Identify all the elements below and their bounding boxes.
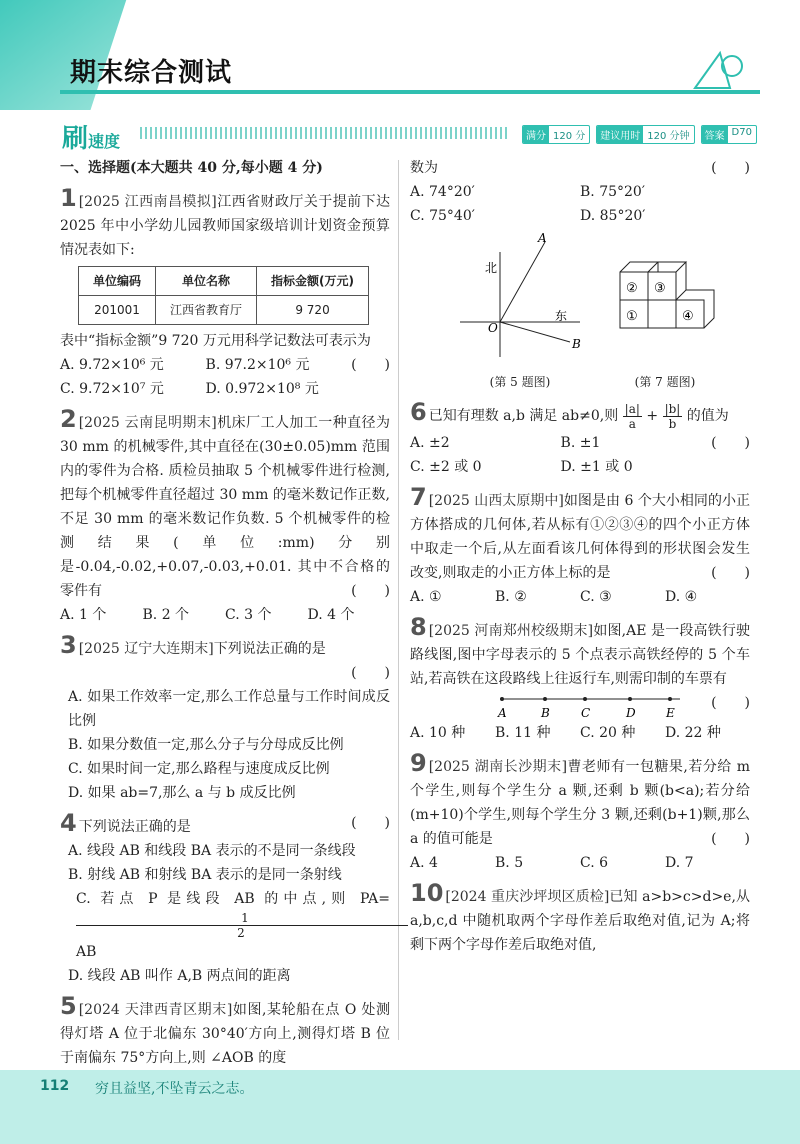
cube-diagram bbox=[610, 232, 720, 362]
railway-line bbox=[490, 691, 690, 721]
svg-text:D: D bbox=[626, 705, 636, 720]
dotted-divider bbox=[140, 127, 510, 139]
q1-options: A. 9.72×10⁶ 元 B. 97.2×10⁶ 元 C. 9.72×10⁷ 元 D. 0.972×10⁸ 元 bbox=[60, 357, 319, 397]
question-8: 8 [2025 河南郑州校级期末]如图,AE 是一段高铁行驶路线图,图中字母表示的 5 个点表示高铁经停的 5 个车站,若高铁在这段路线上往返行车,则需印制的车票有 ( ) A B C D E A. 10 种 B. 11 种 C. 20 种 D. 22 种 bbox=[410, 615, 750, 745]
svg-text:A: A bbox=[498, 705, 507, 720]
q2-options: A. 1 个 B. 2 个 C. 3 个 D. 4 个 bbox=[60, 607, 355, 623]
svg-text:E: E bbox=[666, 705, 675, 720]
q9-options: A. 4 B. 5 C. 6 D. 7 bbox=[410, 854, 694, 871]
speed-label: 刷速度 bbox=[62, 124, 121, 154]
section-title: 一、选择题(本大题共 40 分,每小题 4 分) bbox=[60, 160, 323, 176]
budget-table: 单位编码 单位名称 指标金额(万元) 201001 江西省教育厅 9 720 bbox=[78, 266, 369, 325]
figure-7: ② ③ ① ④ (第 7 题图) bbox=[610, 232, 720, 394]
q5-options: A. 74°20′ B. 75°20′ C. 75°40′ D. 85°20′ bbox=[410, 184, 646, 224]
ruler-compass-icon bbox=[690, 48, 750, 93]
compass-diagram bbox=[450, 232, 590, 362]
page-footer bbox=[0, 1070, 800, 1144]
svg-text:北: 北 bbox=[485, 261, 498, 275]
svg-text:②: ② bbox=[626, 281, 638, 296]
page-number: 112 bbox=[40, 1078, 70, 1094]
badge-answer: 答案 D70 bbox=[701, 125, 757, 144]
header-band bbox=[0, 0, 800, 118]
figure-5: 北 东 A B O (第 5 题图) bbox=[450, 232, 590, 394]
footer-motto: 穷且益坚,不坠青云之志。 bbox=[95, 1081, 254, 1097]
svg-text:④: ④ bbox=[682, 309, 694, 324]
question-7: 7 [2025 山西太原期中]如图是由 6 个大小相同的小正方体搭成的几何体,若从标有①②③④的四个小正方体中取走一个后,从左面看该几何体得到的形状图会发生改变,则取走的小正方体上标的是 ( ) A. ① B. ② C. ③ D. ④ bbox=[410, 485, 750, 609]
svg-text:③: ③ bbox=[654, 281, 666, 296]
q7-options: A. ① B. ② C. ③ D. ④ bbox=[410, 588, 698, 605]
badge-score: 满分 120 分 bbox=[522, 125, 590, 144]
question-1: 1 [2025 江西南昌模拟]江西省财政厅关于提前下达 2025 年中小学幼儿园教师国家级培训计划资金预算情况表如下: 单位编码 单位名称 指标金额(万元) 201001 江西省教育厅 9 720 表中“指标金额”9 720 万元用科学记数法可表示为 ( ) A. 9.72×10⁶ 元 B. 97.2×10⁶ 元 C. 9.72×10⁷ 元 D. 0.972×10⁸ 元 bbox=[60, 186, 390, 401]
question-6: 6 已知有理数 a,b 满足 ab≠0,则 $\frac{|a|}{a}$ + $\frac{|b|}{b}$ 的值为 ( ) A. ±2 B. ±1 C. ±2 或 0 D. ±1 或 0 bbox=[410, 400, 750, 479]
svg-text:C: C bbox=[581, 705, 591, 720]
header-rule bbox=[60, 90, 760, 94]
page-title: 期末综合测试 bbox=[70, 58, 233, 88]
svg-text:B: B bbox=[572, 337, 581, 351]
question-10: 10 [2024 重庆沙坪坝区质检]已知 a>b>c>d>e,从 a,b,c,d 中随机取两个字母作差后取绝对值,记为 A;将剩下两个字母作差后取绝对值, bbox=[410, 878, 751, 953]
svg-text:B: B bbox=[541, 705, 550, 720]
q6-options: A. ±2 B. ±1 C. ±2 或 0 D. ±1 或 0 bbox=[410, 434, 633, 475]
left-column bbox=[60, 156, 390, 1070]
question-5-cont: 数为 ( ) A. 74°20′ B. 75°20′ C. 75°40′ D. 85°20′ bbox=[410, 156, 750, 228]
right-column bbox=[410, 156, 750, 957]
question-4: 4 下列说法正确的是 ( ) A. 线段 AB 和线段 BA 表示的不是同一条线段 B. 射线 AB 和射线 BA 表示的是同一条射线 C. 若点 P 是线段 AB 的中点,则 PA= $\frac{1}{2}AB$ D. 线段 AB 叫作 A,B 两点间的距离 bbox=[60, 811, 390, 988]
svg-text:O: O bbox=[488, 321, 498, 335]
info-badges bbox=[522, 125, 757, 144]
question-2: 2 [2025 云南昆明期末]机床厂工人加工一种直径为 30 mm 的机械零件,其中直径在(30±0.05)mm 范围内的零件为合格. 质检员抽取 5 个机械零件进行检测,把每个机械零件直径超过 30 mm 的毫米数记作正数,不足 30 mm 的毫米数记作负数. 5 个机械零件的检测结果(单位:mm)分别是-0.04,-0.02,+0.07,-0.03,+0.01. 其中不合格的零件有 ( ) A. 1 个 B. 2 个 C. 3 个 D. 4 个 bbox=[60, 407, 390, 627]
q8-options: A. 10 种 B. 11 种 C. 20 种 D. 22 种 bbox=[410, 724, 721, 741]
question-9: 9 [2025 湖南长沙期末]曹老师有一包糖果,若分给 m 个学生,则每个学生分 a 颗,还剩 b 颗(b<a);若分给(m+10)个学生,则每个学生分 3 颗,还剩(b+1)颗,那么 a 的值可能是 ( ) A. 4 B. 5 C. 6 D. 7 bbox=[410, 751, 750, 875]
question-5: 5 [2024 天津西青区期末]如图,某轮船在点 O 处测得灯塔 A 位于北偏东 30°40′方向上,测得灯塔 B 位于南偏东 75°方向上,则 ∠AOB 的度 bbox=[60, 992, 390, 1066]
badge-time: 建议用时 120 分钟 bbox=[596, 125, 694, 144]
q4-options: A. 线段 AB 和线段 BA 表示的不是同一条线段 B. 射线 AB 和射线 BA 表示的是同一条射线 C. 若点 P 是线段 AB 的中点,则 PA= $\frac{1}{2}AB$ D. 线段 AB 叫作 A,B 两点间的距离 bbox=[60, 839, 390, 988]
column-divider bbox=[398, 160, 399, 1040]
svg-text:①: ① bbox=[626, 309, 638, 324]
svg-text:A: A bbox=[538, 232, 547, 245]
svg-text:东: 东 bbox=[555, 309, 568, 323]
question-3: 3 [2025 辽宁大连期末]下列说法正确的是 ( ) A. 如果工作效率一定,那么工作总量与工作时间成反比例 B. 如果分数值一定,那么分子与分母成反比例 C. 如果时间一定,那么路程与速度成反比例 D. 如果 ab=7,那么 a 与 b 成反比例 bbox=[60, 633, 390, 805]
q3-options: A. 如果工作效率一定,那么工作总量与工作时间成反比例 B. 如果分数值一定,那么分子与分母成反比例 C. 如果时间一定,那么路程与速度成反比例 D. 如果 ab=7,那么 a 与 b 成反比例 bbox=[68, 689, 390, 801]
figures-row bbox=[450, 232, 750, 394]
